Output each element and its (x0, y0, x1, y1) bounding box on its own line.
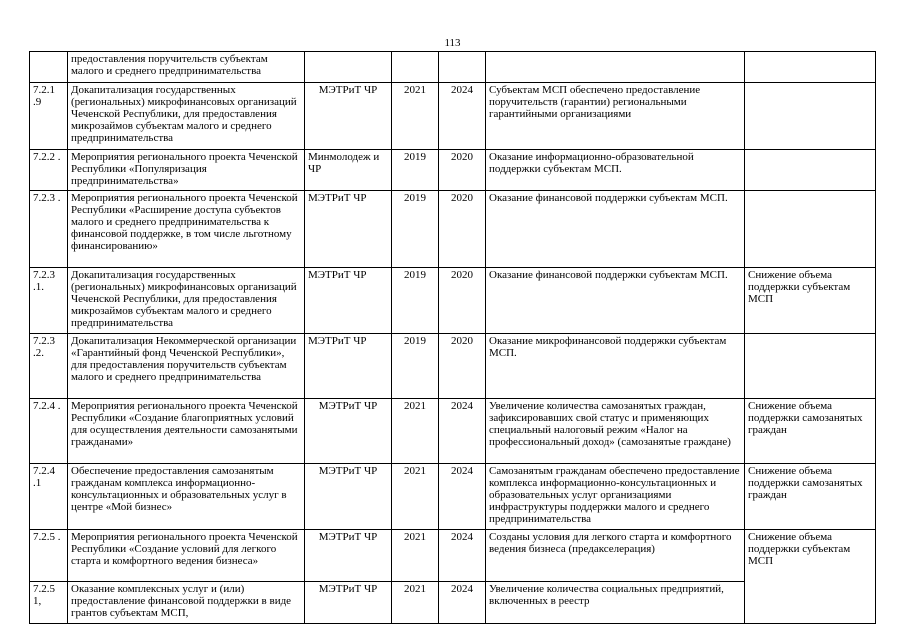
measure-cell: Докапитализация государственных (региональных) микрофинансовых организаций Чеченской Республики, для предоставления микрозаймов субъектам малого и среднего предпринимательства (68, 83, 305, 150)
end-year-cell: 2024 (439, 399, 486, 464)
end-year-cell: 2020 (439, 334, 486, 399)
executor-cell: МЭТРиТ ЧР (305, 334, 392, 399)
measure-cell: Докапитализация государственных (региональных) микрофинансовых организаций Чеченской Республики, для предоставления микрозаймов субъектам малого и среднего предпринимательства (68, 268, 305, 334)
start-year-cell: 2021 (392, 582, 439, 624)
note-cell: Снижение объема поддержки субъектам МСП (745, 530, 876, 624)
row-number: 7.2.3 . (30, 191, 68, 268)
measure-cell: Оказание комплексных услуг и (или) предоставление финансовой поддержки в виде грантов субъектам МСП, (68, 582, 305, 624)
table-row (30, 464, 876, 530)
executor-cell: МЭТРиТ ЧР (305, 83, 392, 150)
note-cell (745, 83, 876, 150)
table-row (30, 83, 876, 150)
note-cell (745, 334, 876, 399)
note-cell (745, 191, 876, 268)
end-year-cell (439, 52, 486, 83)
table-row (30, 399, 876, 464)
measure-cell: Мероприятия регионального проекта Чеченской Республики «Расширение доступа субъектов малого и среднего предпринимательства к финансовой поддержке, в том числе льготному финансированию» (68, 191, 305, 268)
note-cell (745, 52, 876, 83)
result-cell: Созданы условия для легкого старта и комфортного ведения бизнеса (предакселерация) (486, 530, 745, 582)
table-row (30, 334, 876, 399)
row-number: 7.2.5 1, (30, 582, 68, 624)
end-year-cell: 2020 (439, 150, 486, 191)
end-year-cell: 2024 (439, 83, 486, 150)
start-year-cell: 2019 (392, 150, 439, 191)
row-number: 7.2.2 . (30, 150, 68, 191)
end-year-cell: 2024 (439, 530, 486, 582)
table-row (30, 530, 876, 582)
table-row (30, 52, 876, 83)
row-number: 7.2.3 .1. (30, 268, 68, 334)
program-table (29, 51, 876, 624)
start-year-cell: 2019 (392, 191, 439, 268)
executor-cell (305, 52, 392, 83)
result-cell: Субъектам МСП обеспечено предоставление поручительств (гарантии) региональными гарантийными организациями (486, 83, 745, 150)
row-number: 7.2.5 . (30, 530, 68, 582)
result-cell: Увеличение количества самозанятых граждан, зафиксировавших свой статус и применяющих специальный налоговый режим «Налог на профессиональный доход» (самозанятые граждане) (486, 399, 745, 464)
result-cell: Оказание микрофинансовой поддержки субъектам МСП. (486, 334, 745, 399)
executor-cell: МЭТРиТ ЧР (305, 191, 392, 268)
end-year-cell: 2020 (439, 268, 486, 334)
row-number: 7.2.4 . (30, 399, 68, 464)
measure-cell: Обеспечение предоставления самозанятым гражданам комплекса информационно-консультационных и образовательных услуг в центре «Мой бизнес» (68, 464, 305, 530)
measure-cell: Мероприятия регионального проекта Чеченской Республики «Популяризация предпринимательства» (68, 150, 305, 191)
note-cell (745, 150, 876, 191)
executor-cell: Минмолодеж и ЧР (305, 150, 392, 191)
result-cell: Оказание финансовой поддержки субъектам МСП. (486, 268, 745, 334)
result-cell: Увеличение количества социальных предприятий, включенных в реестр (486, 582, 745, 624)
measure-cell: предоставления поручительств субъектам малого и среднего предпринимательства (68, 52, 305, 83)
start-year-cell (392, 52, 439, 83)
executor-cell: МЭТРиТ ЧР (305, 268, 392, 334)
measure-cell: Докапитализация Некоммерческой организации «Гарантийный фонд Чеченской Республики», для предоставления поручительств субъектам малого и среднего предпринимательства (68, 334, 305, 399)
table-row (30, 150, 876, 191)
start-year-cell: 2019 (392, 334, 439, 399)
table-row (30, 268, 876, 334)
executor-cell: МЭТРиТ ЧР (305, 399, 392, 464)
row-number (30, 52, 68, 83)
note-cell: Снижение объема поддержки самозанятых граждан (745, 399, 876, 464)
start-year-cell: 2021 (392, 464, 439, 530)
start-year-cell: 2021 (392, 83, 439, 150)
result-cell: Самозанятым гражданам обеспечено предоставление комплекса информационно-консультационных и образовательных услуг организациями инфраструктуры поддержки малого и среднего предпринимательства (486, 464, 745, 530)
executor-cell: МЭТРиТ ЧР (305, 464, 392, 530)
result-cell: Оказание финансовой поддержки субъектам МСП. (486, 191, 745, 268)
start-year-cell: 2021 (392, 399, 439, 464)
note-cell: Снижение объема поддержки субъектам МСП (745, 268, 876, 334)
executor-cell: МЭТРиТ ЧР (305, 582, 392, 624)
row-number: 7.2.4 .1 (30, 464, 68, 530)
note-cell: Снижение объема поддержки самозанятых граждан (745, 464, 876, 530)
row-number: 7.2.1 .9 (30, 83, 68, 150)
page-number: 113 (444, 37, 461, 49)
end-year-cell: 2024 (439, 582, 486, 624)
row-number: 7.2.3 .2. (30, 334, 68, 399)
start-year-cell: 2021 (392, 530, 439, 582)
result-cell (486, 52, 745, 83)
executor-cell: МЭТРиТ ЧР (305, 530, 392, 582)
measure-cell: Мероприятия регионального проекта Чеченской Республики «Создание условий для легкого старта и комфортного ведения бизнеса» (68, 530, 305, 582)
end-year-cell: 2020 (439, 191, 486, 268)
result-cell: Оказание информационно-образовательной поддержки субъектам МСП. (486, 150, 745, 191)
measure-cell: Мероприятия регионального проекта Чеченской Республики «Создание благоприятных условий для осуществления деятельности самозанятыми гражданами» (68, 399, 305, 464)
end-year-cell: 2024 (439, 464, 486, 530)
start-year-cell: 2019 (392, 268, 439, 334)
table-row (30, 191, 876, 268)
